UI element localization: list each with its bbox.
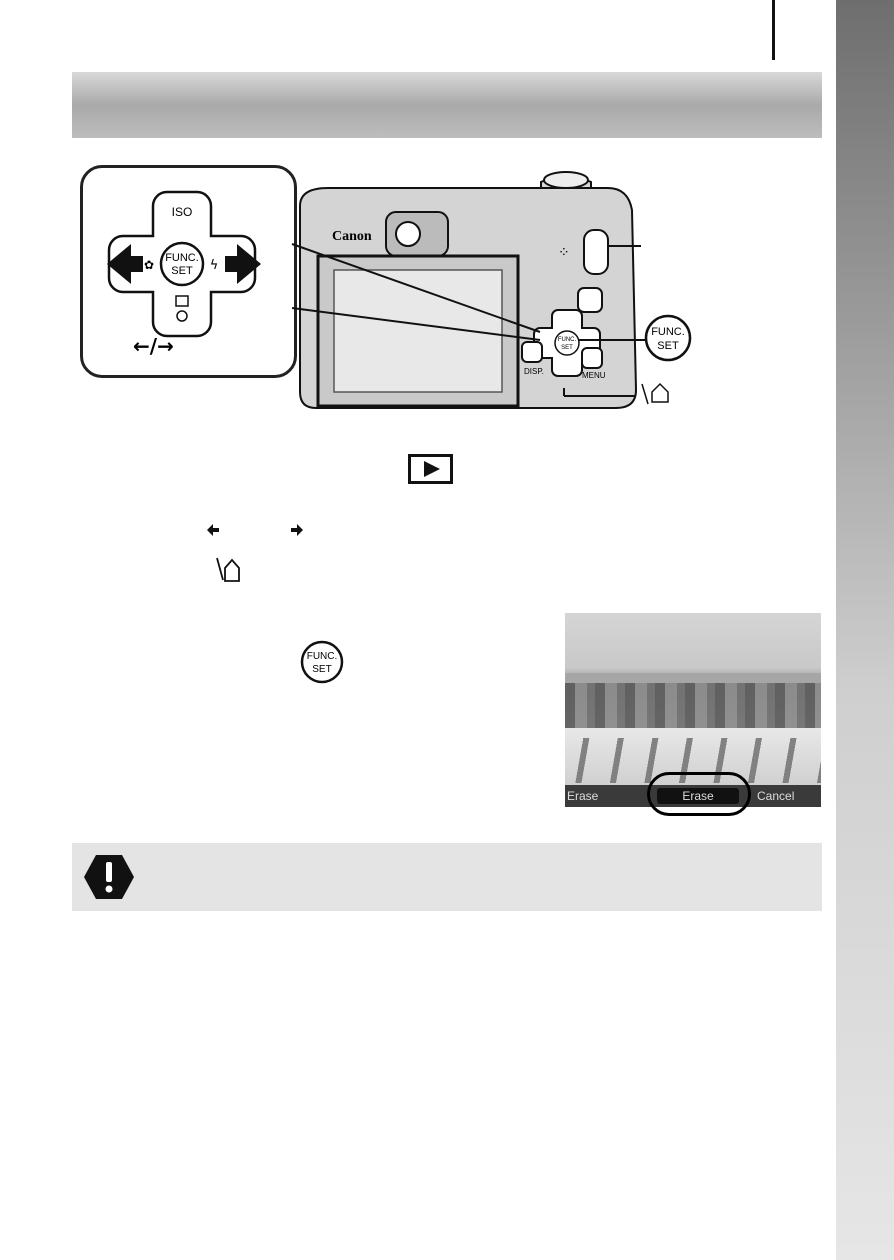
caution-icon bbox=[82, 852, 136, 902]
section-header-band bbox=[72, 72, 822, 138]
menu-button bbox=[582, 348, 602, 368]
play-mode-icon bbox=[408, 454, 453, 484]
arrow-caption: ←/→ bbox=[133, 334, 174, 358]
page-marker bbox=[772, 0, 775, 60]
caution-band bbox=[72, 843, 822, 911]
svg-text:FUNC.: FUNC. bbox=[651, 326, 685, 338]
controller-zoom-box bbox=[80, 165, 297, 378]
left-arrow-icon bbox=[206, 523, 220, 537]
lcd-option-selected: Erase bbox=[657, 788, 739, 804]
svg-text:DISP.: DISP. bbox=[524, 367, 544, 376]
svg-text:MENU: MENU bbox=[582, 371, 606, 380]
func-top-label: FUNC. bbox=[165, 252, 199, 264]
erase-icon bbox=[214, 556, 240, 584]
controller-diagram bbox=[83, 168, 294, 375]
func-bottom-label: SET bbox=[171, 265, 193, 277]
lcd-option-right: Cancel bbox=[757, 789, 795, 803]
flash-icon: ϟ bbox=[209, 258, 219, 273]
zoom-connector-lines bbox=[290, 240, 550, 350]
side-tab bbox=[836, 0, 894, 1260]
erase-callout-icon bbox=[642, 384, 668, 404]
lcd-selection-highlight bbox=[647, 772, 751, 816]
iso-label: ISO bbox=[171, 205, 193, 219]
brand-logo: Canon bbox=[332, 229, 372, 244]
svg-text:SET: SET bbox=[657, 340, 679, 352]
svg-text:FUNC.: FUNC. bbox=[557, 337, 577, 343]
print-button bbox=[578, 288, 602, 312]
mode-switch bbox=[584, 230, 608, 274]
func-set-button bbox=[161, 243, 203, 285]
svg-text:SET: SET bbox=[561, 345, 573, 351]
func-set-icon bbox=[300, 640, 344, 684]
speaker-icon: ⁘ bbox=[558, 245, 570, 261]
svg-text:SET: SET bbox=[312, 664, 332, 675]
macro-icon: ✿ bbox=[143, 258, 155, 272]
right-arrow-icon bbox=[290, 523, 304, 537]
func-set-callout-icon bbox=[646, 316, 690, 360]
lcd-option-left: Erase bbox=[567, 789, 599, 803]
svg-text:FUNC.: FUNC. bbox=[306, 651, 338, 662]
